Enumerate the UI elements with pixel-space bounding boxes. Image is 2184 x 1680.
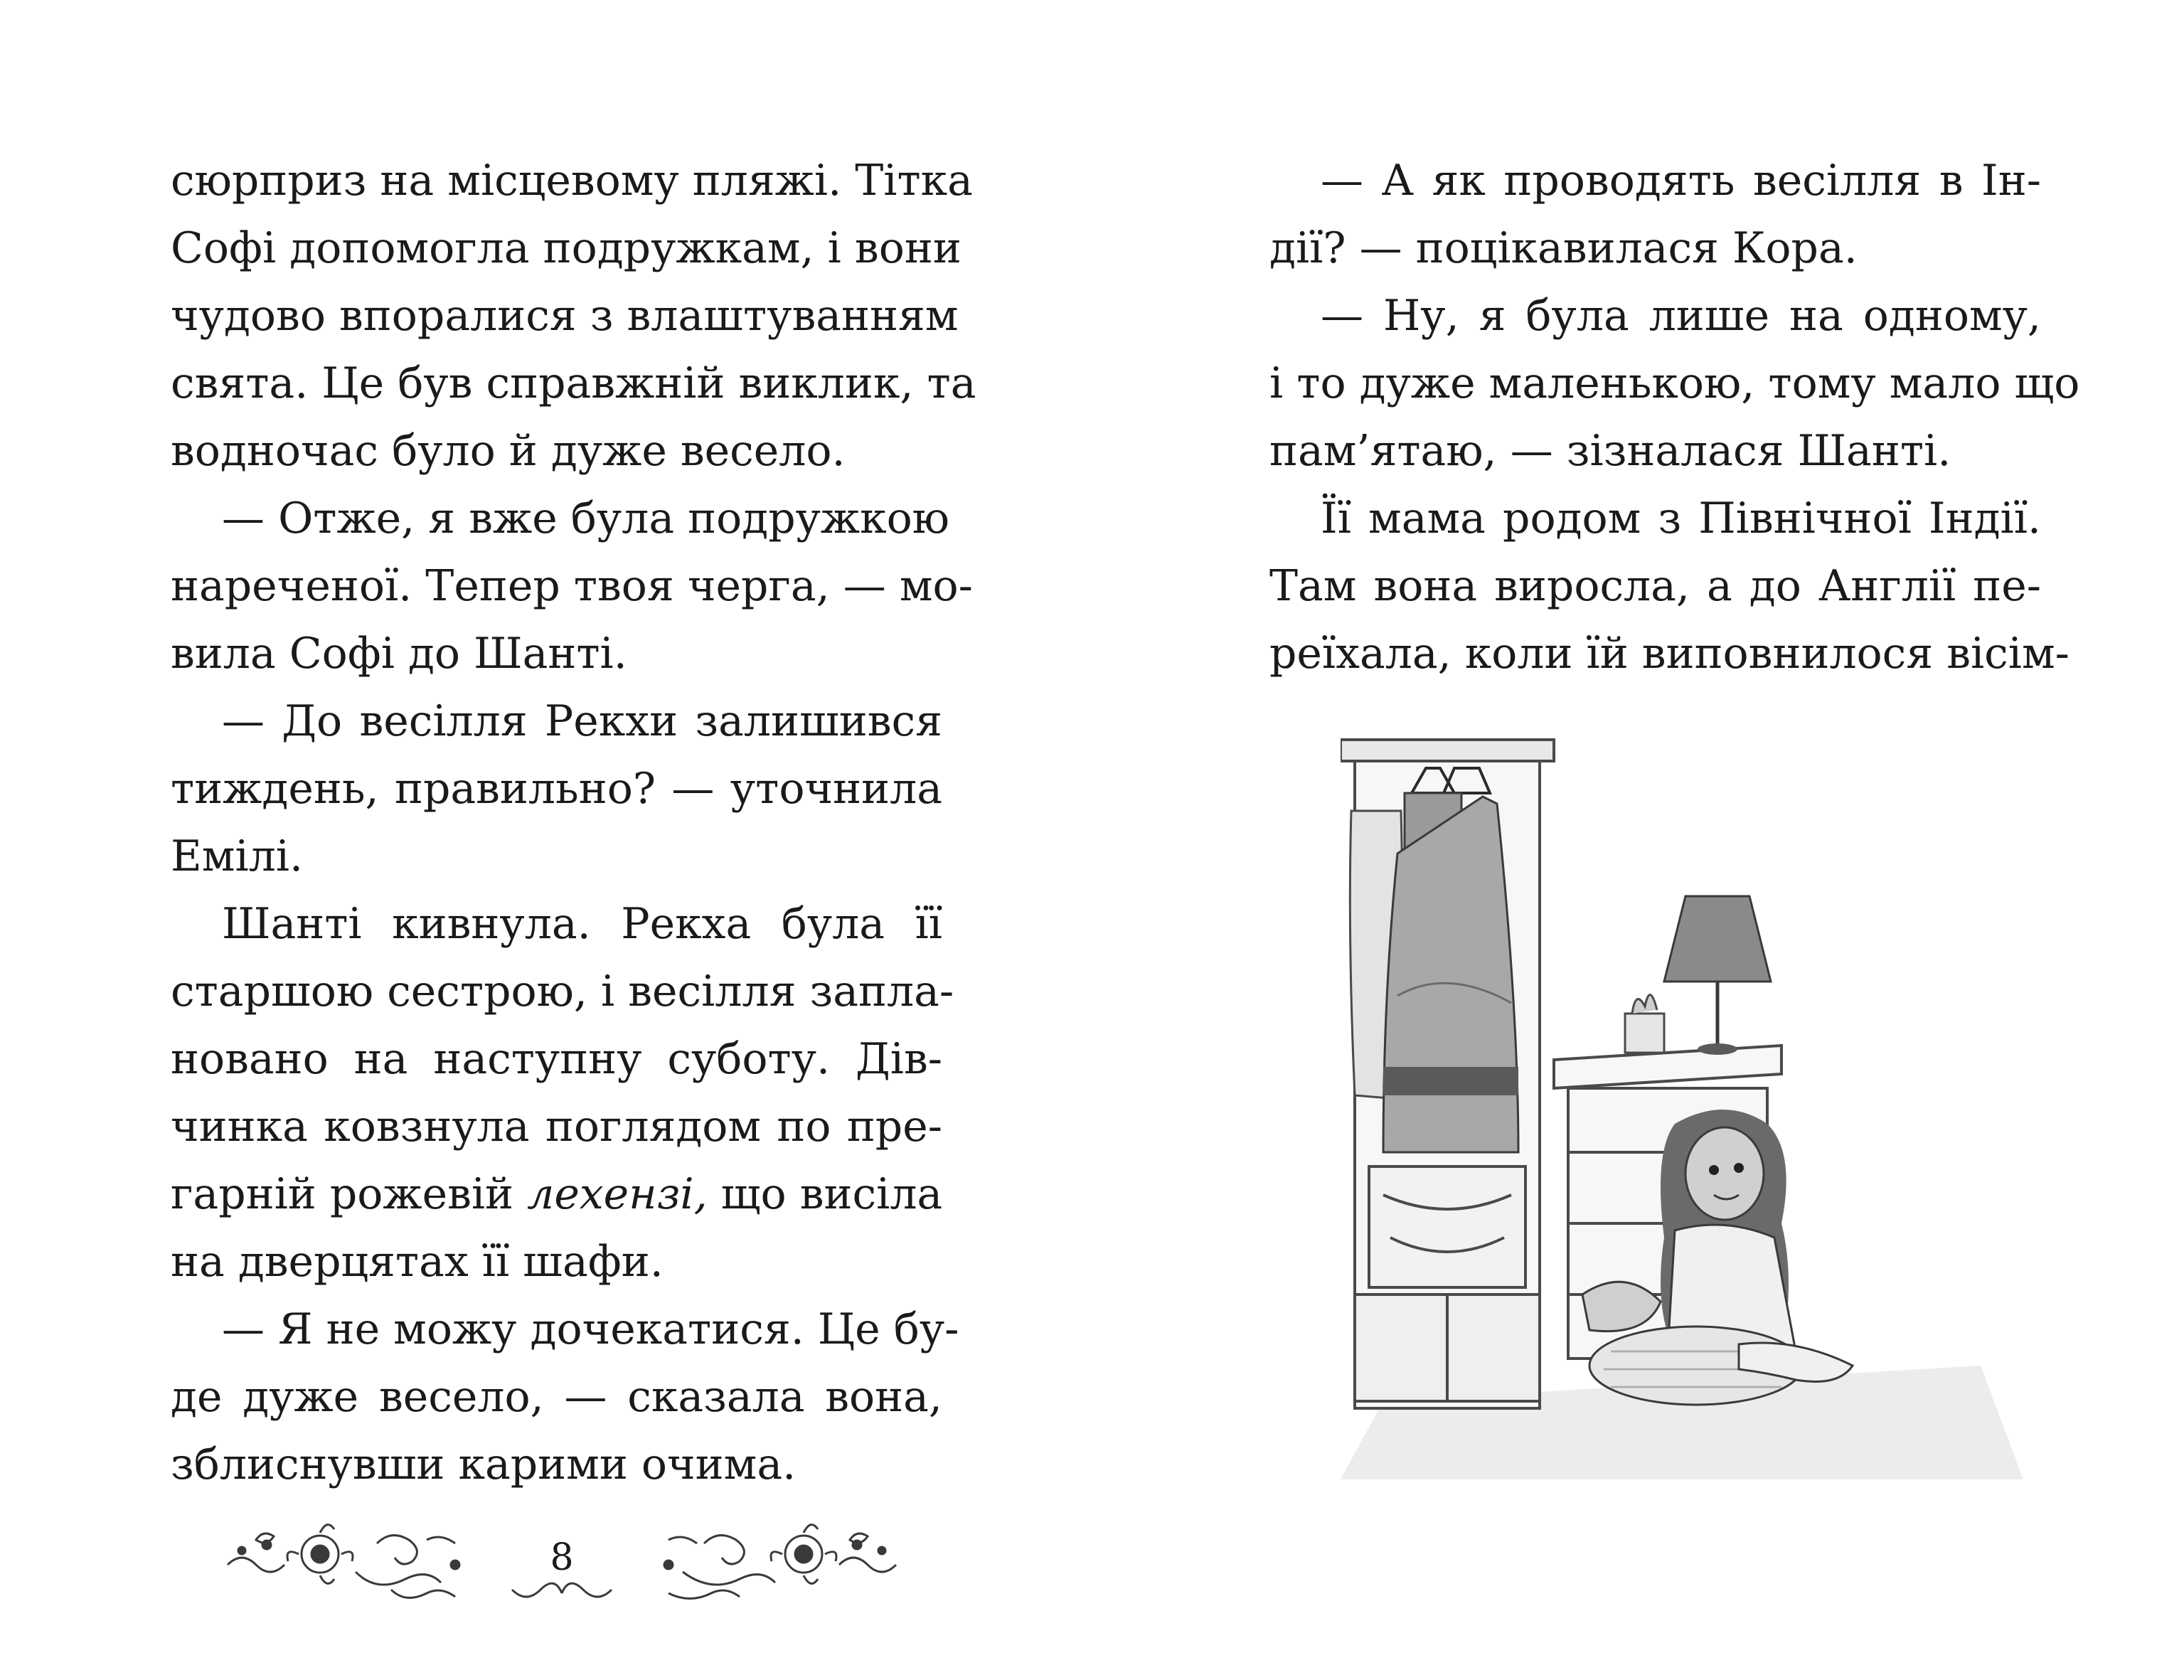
- text-line: Її мама родом з Північної Індії.: [1321, 494, 2041, 543]
- girl-sitting-by-wardrobe-illustration: [1341, 725, 2023, 1479]
- text-line: Емілі.: [171, 831, 304, 881]
- text-line: — Ну, я була лише на одному,: [1321, 291, 2041, 341]
- italic-word: лехензі,: [527, 1169, 708, 1219]
- text-line: чинка ковзнула поглядом по пре-: [171, 1102, 942, 1152]
- text-line: Там вона виросла, а до Англії пе-: [1269, 561, 2041, 611]
- text-line: — А як проводять весілля в Ін-: [1321, 156, 2041, 206]
- page-footer-ornament: [213, 1515, 910, 1607]
- text-run: що висіла: [707, 1169, 943, 1219]
- text-line: новано на наступну суботу. Дів-: [171, 1034, 942, 1084]
- text-line: і то дуже маленькою, тому мало що: [1269, 358, 2080, 408]
- text-line: сюрприз на місцевому пляжі. Тітка: [171, 156, 973, 206]
- text-run: гарній рожевій: [171, 1169, 528, 1219]
- text-line: де дуже весело, — сказала вона,: [171, 1372, 942, 1422]
- text-line-with-italic: [171, 1161, 942, 1228]
- text-line: на дверцятах її шафи.: [171, 1237, 664, 1287]
- text-line: — Я не можу дочекатися. Це бу-: [222, 1304, 959, 1354]
- right-page: [1092, 0, 2184, 1680]
- text-line: реїхала, коли їй виповнилося вісім-: [1269, 629, 2070, 679]
- text-line: Софі допомогла подружкам, і вони: [171, 223, 962, 273]
- text-line: тиждень, правильно? — уточнила: [171, 764, 942, 814]
- text-line: пам’ятаю, — зізналася Шанті.: [1269, 426, 1951, 476]
- page-number: 8: [550, 1536, 574, 1579]
- text-line: Шанті кивнула. Рекха була її: [222, 899, 942, 949]
- text-line: — Отже, я вже була подружкою: [222, 494, 949, 543]
- text-line: нареченої. Тепер твоя черга, — мо-: [171, 561, 973, 611]
- left-page-text: [171, 147, 976, 1499]
- right-page-text: [1269, 147, 2080, 688]
- text-line: — До весілля Рекхи залишився: [222, 696, 942, 746]
- text-line: вила Софі до Шанті.: [171, 629, 627, 679]
- text-line: зблиснувши карими очима.: [171, 1440, 797, 1489]
- illustration-icon: [1341, 725, 2023, 1479]
- text-line: дії? — поцікавилася Кора.: [1269, 223, 1858, 273]
- text-line: свята. Це був справжній виклик, та: [171, 358, 976, 408]
- text-line: водночас було й дуже весело.: [171, 426, 846, 476]
- text-line: чудово впоралися з влаштуванням: [171, 291, 959, 341]
- text-line: старшою сестрою, і весілля запла-: [171, 967, 954, 1016]
